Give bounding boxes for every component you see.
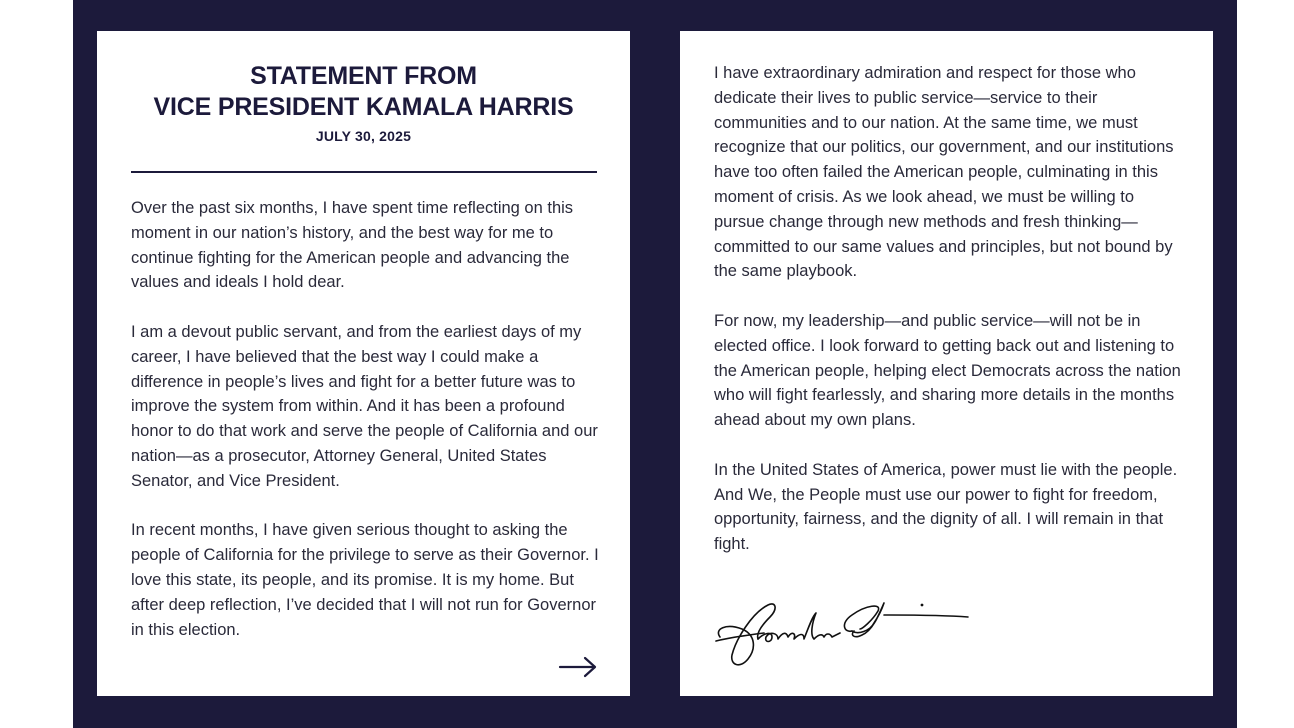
paragraph: I am a devout public servant, and from the earliest days of my career, I have believed that the best way I could make a difference in people’s lives and fight for a better future was to improve the system from within. And it has been a profound honor to do that work and serve the people of California and our nation—as a prosecutor, Attorney General, United States Senator, and Vice President. xyxy=(131,322,598,490)
title-divider xyxy=(131,171,597,173)
page-1-body xyxy=(131,196,601,667)
title-line-2: VICE PRESIDENT KAMALA HARRIS xyxy=(153,93,574,121)
paragraph: Over the past six months, I have spent time reflecting on this moment in our nation’s history, and the best way for me to continue fighting for the American people and advancing the values and ideals I hold dear. xyxy=(131,199,574,292)
title-line-1: STATEMENT FROM xyxy=(250,62,477,90)
statement-title xyxy=(97,61,630,123)
paragraph: For now, my leadership—and public service—will not be in elected office. I look forward to getting back out and listening to the American people, helping elect Democrats across the nation who will fight fearlessly, and sharing more details in the months ahead about my own plans. xyxy=(714,311,1181,430)
paragraph: I have extraordinary admiration and respect for those who dedicate their lives to public service—service to their communities and to our nation. At the same time, we must recognize that our politics, our government, and our institutions have too often failed the American people, culminating in this moment of crisis. As we look ahead, we must be willing to pursue change through new methods and fresh thinking—committed to our same values and principles, but not bound by the same playbook. xyxy=(714,64,1174,281)
signature-icon xyxy=(712,593,972,671)
statement-page-2 xyxy=(680,31,1213,696)
statement-page-1 xyxy=(97,31,630,696)
paragraph: In the United States of America, power must lie with the people. And We, the People must use our power to fight for freedom, opportunity, fairness, and the dignity of all. I will remain in that fight. xyxy=(714,460,1178,554)
statement-date: JULY 30, 2025 xyxy=(315,128,412,144)
paragraph: In recent months, I have given serious thought to asking the people of California for the privilege to serve as their Governor. I love this state, its people, and its promise. It is my home. But after deep reflection, I’ve decided that I will not run for Governor in this election. xyxy=(131,521,599,639)
arrow-right-icon[interactable] xyxy=(558,655,598,679)
page-2-body xyxy=(714,61,1186,582)
